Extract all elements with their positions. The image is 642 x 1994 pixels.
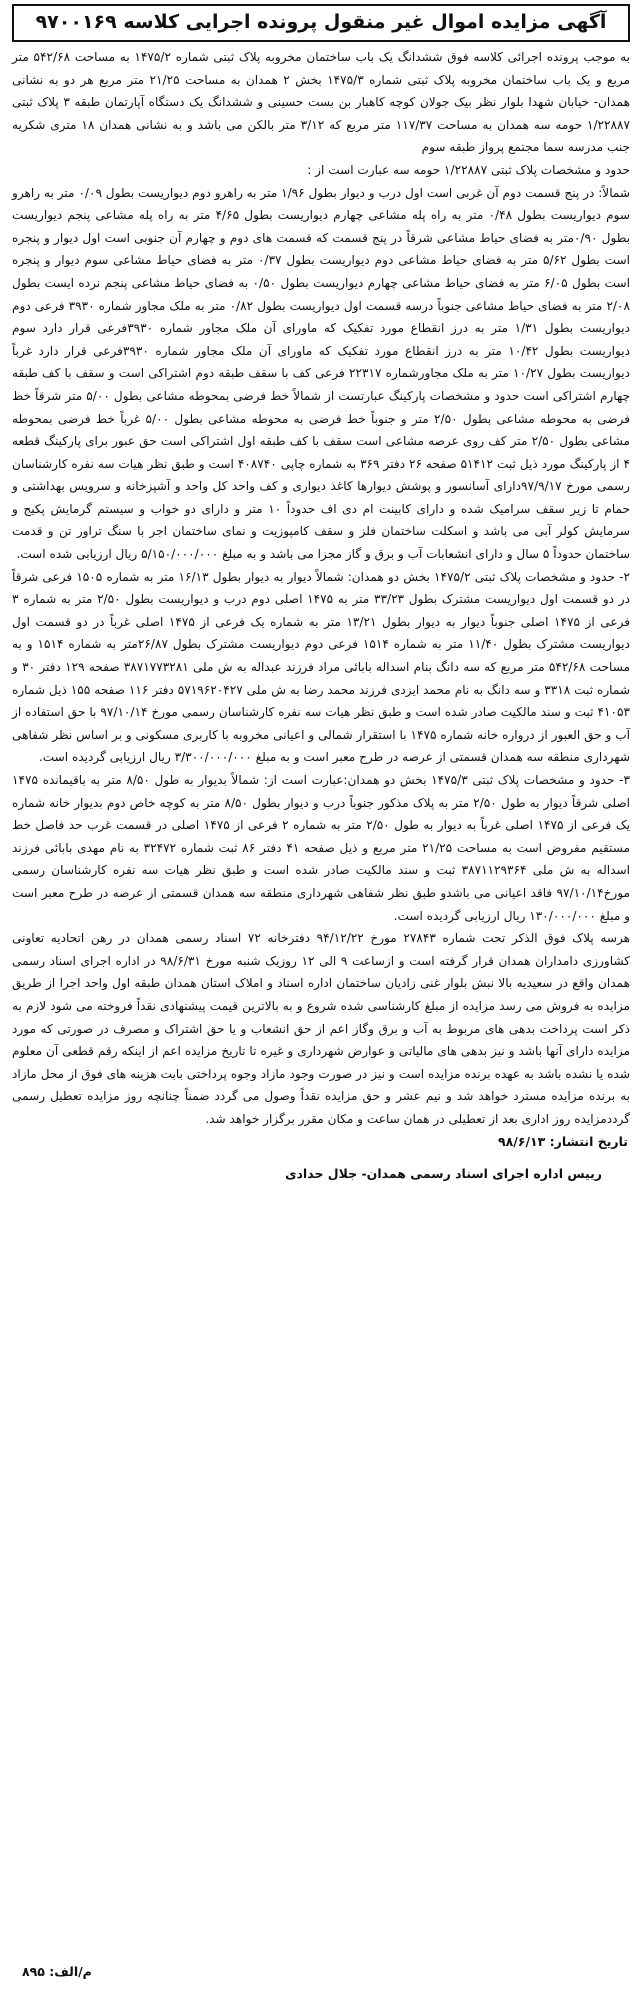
publication-date: تاریخ انتشار: ۹۸/۶/۱۳ [498, 1133, 628, 1149]
notice-paragraph-auction-terms: هرسه پلاک فوق الذکر تحت شماره ۲۷۸۴۳ مورخ ۹۴/۱۲/۲۲ دفترخانه ۷۲ اسناد رسمی همدان در رهن اتحادیه تعاونی کشاورزی دامداران همدان قرار گرفته است و ازساعت ۹ الی ۱۲ روزیک شنبه مورخ ۹۸/۶/۳۱ در اداره اجرای اسناد رسمی همدان واقع در سعیدیه بالا نبش بلوار غنی زادیان ساختمان اداره اسناد و املاک استان همدان طبقه اول واحد اجرا از طریق مزایده به فروش می رسد مزایده از مبلغ کارشناسی شده شروع و به بالاترین قیمت پیشنهادی نقداً فروخته می شود لازم به ذکر است پرداخت بدهی های مربوط به آب و برق وگاز اعم از حق انشعاب و یا حق اشتراک و مصرف در صورتی که مورد مزایده دارای آنها باشد و نیز بدهی های مالیاتی و عوارض شهرداری و غیره تا تاریخ مزایده اعم از اینکه رقم قطعی آن معلوم شده یا نشده باشد به عهده برنده مزایده است و نیز در صورت وجود مازاد وجوه پرداختی بابت هزینه های فوق از محل مازاد به برنده مزایده مسترد خواهد شد و نیم عشر و حق مزایده نقداً وصول می گردد ضمناً چنانچه روز مزایده تعطیل رسمی گرددمزایده روز اداری بعد از تعطیلی در همان ساعت و مکان مقرر برگزار خواهد شد. [12, 931, 631, 1126]
notice-paragraph-plot-3: ۳- حدود و مشخصات پلاک ثبتی ۱۴۷۵/۳ بخش دو همدان:عبارت است از: شمالاً بدیوار به طول ۸/۵۰ متر به باقیمانده ۱۴۷۵ اصلی شرقاً دیوار به طول ۲/۵۰ متر به پلاک مذکور جنوباً درب و دیوار بطول ۸/۵۰ متر به کوچه خاص دوم بدیوار خانه شماره یک فرعی از ۱۴۷۵ اصلی غرباً به دیوار به طول ۲/۵۰ متر به شماره ۲ فرعی از ۱۴۷۵ اصلی در قسمت غرب حد فاصل خط مستقیم مفروض است به مساحت ۲۱/۲۵ متر مربع و ذیل صفحه ۴۱ دفتر ۸۶ ثبت شماره ۳۲۴۷۲ به نام مهدی بابائی فرزند اسداله به ش ملی ۳۸۷۱۱۲۹۳۶۴ ثبت و سند مالکیت صادر شده است و طبق نظر هیات سه نفره کارشناسان رسمی مورخ۹۷/۱۰/۱۴ فاقد اعیانی می باشدو طبق نظر شفاهی شهرداری منطقه سه همدان قسمتی از عرصه در طرح معبر است و مبلغ ۱۳۰/۰۰۰/۰۰۰ ریال ارزیابی گردیده است. [12, 773, 631, 923]
notice-paragraph-apartment-boundaries: شمالاً: در پنج قسمت دوم آن غربی است اول درب و دیوار بطول ۱/۹۶ متر به راهرو دوم دیواریست بطول ۰/۰۹ متر به راهرو سوم دیواریست بطول ۰/۴۸ متر به راه پله مشاعی چهارم دیواریست بطول ۴/۶۵ متر به راه پله مشاعی پنجم دیواریست بطول ۰/۹۰متر به فضای حیاط مشاعی شرقاً در پنج قسمت که قسمت های دوم و چهارم آن جنوبی است اول دیوار و پنجره است بطول ۵/۶۲ متر به فضای حیاط مشاعی دوم دیواریست بطول ۰/۳۷ متر به فضای حیاط مشاعی سوم دیوار و پنجره است بطول ۶/۰۵ متر به فضای حیاط مشاعی چهارم دیواریست بطول ۰/۵۰ به فضای حیاط مشاعی پنجم نرده ایست بطول ۲/۰۸ متر به فضای حیاط مشاعی جنوباً درسه قسمت اول دیواریست بطول ۰/۸۲ متر به ملک مجاور شماره ۳۹۳۰ فرعی دوم دیواریست بطول ۱/۳۱ متر به درز انقطاع مورد تفکیک که ماورای آن ملک مجاور شماره ۳۹۳۰فرعی قرار دارد سوم دیواریست بطول ۱۰/۴۲ متر به درز انقطاع مورد تفکیک که ماورای آن ملک مجاور شماره ۳۹۳۰فرعی قرار دارد غرباً دیواریست بطول ۱۰/۲۷ متر به ملک مجاورشماره ۲۲۳۱۷ فرعی کف با سقف طبقه دوم اشتراکی است و سقف با کف طبقه چهارم اشتراکی است حدود و مشخصات پارکینگ عبارتست از شمالاً خط فرضی بمحوطه مشاعی بطول ۵/۰۰ متر شرقاً خط فرضی به محوطه مشاعی بطول ۲/۵۰ متر و جنوباً خط فرضی به محوطه مشاعی بطول ۵/۰۰ غرباً خط فرضی بمحوطه مشاعی بطول ۲/۵۰ متر کف روی عرصه مشاعی است سقف با کف طبقه اول اشتراکی است حق عبور برای پارکینگ قطعه ۴ از پارکینگ مورد ذیل ثبت ۵۱۴۱۲ صفحه ۲۶ دفتر ۳۶۹ به شماره چاپی ۴۰۸۷۴۰ است و طبق نظر هیات سه نفره کارشناسان رسمی مورخ ۹۷/۹/۱۷دارای آسانسور و پوشش دیوارها کاغذ دیواری و کف واحد کل واحد و آشپزخانه و سرویس بهداشتی و حمام تا زیر سقف سرامیک شده و دارای کابینت ام دی اف حدوداً ۱۰ متر و دارای دو خواب و سیستم گرمایش پکیج و سرمایش کولر آبی می باشد و اسکلت ساختمان فلز و سقف کامپوزیت و نمای ساختمان اجر با سنگ تراور تن و قدمت ساختمان حدوداً ۵ سال و دارای انشعابات آب و برق و گاز مجزا می باشد و به مبلغ ۵/۱۵۰/۰۰۰/۰۰۰ ریال ارزیابی شده است. [12, 185, 631, 562]
notice-paragraph-plot-2: ۲- حدود و مشخصات پلاک ثبتی ۱۴۷۵/۲ بخش دو همدان: شمالاً دیوار به دیوار بطول ۱۶/۱۳ متر به شماره ۱۵۰۵ فرعی شرقاً در دو قسمت اول دیواریست مشترک بطول ۳۳/۲۳ متر به ۱۴۷۵ اصلی دوم درب و دیواریست بطول ۲/۵۰ متر به شماره ۳ فرعی از ۱۴۷۵ اصلی جنوباً دیوار به دیوار بطول ۱۳/۲۱ متر به شماره یک فرعی از ۱۴۷۵ اصلی غرباً در دو قسمت اول دیواریست مشترک بطول ۱۱/۴۰ متر به شماره ۱۵۱۴ فرعی دوم دیواریست مشترک بطول ۲۶/۸۷متر به شماره ۱۵۱۴ و به مساحت ۵۴۲/۶۸ متر مربع که سه دانگ بنام اسداله بابائی مراد فرزند عبداله به ش ملی ۳۸۷۱۷۷۳۲۸۱ صفحه ۱۲۹ دفتر ۳۰ و شماره ثبت ۳۳۱۸ و سه دانگ به نام محمد ایزدی فرزند محمد رضا به ش ملی ۵۷۱۹۶۲۰۴۲۷ دفتر ۱۱۶ صفحه ۱۵۵ ذیل شماره ۴۱۰۵۳ ثبت و سند مالکیت صادر شده است و طبق نظر هیات سه نفره کارشناسان رسمی مورخ ۹۷/۱۰/۱۴ با حق استفاده از آب و حق العبور از درواره خانه شماره ۱۴۷۵ با استقرار شمالی و اعیانی مخروبه با کاربری مسکونی و بر اساس نظر شفاهی شهرداری منطقه سه همدان قسمتی از عرصه در طرح معبر است و به مبلغ ۳/۳۰۰/۰۰۰/۰۰۰ ریال ارزیابی گردیده است. [12, 569, 631, 765]
signature: رییس اداره اجرای اسناد رسمی همدان- جلال حدادی [285, 1165, 602, 1181]
notice-paragraph-boundaries-heading: حدود و مشخصات پلاک ثبتی ۱/۲۲۸۸۷ حومه سه عبارت است از : [307, 162, 630, 177]
notice-title: آگهی مزایده اموال غیر منقول پرونده اجرایی کلاسه ۹۷۰۰۱۶۹ [12, 4, 630, 42]
notice-paragraph-intro: به موجب پرونده اجرائی کلاسه فوق ششدانگ یک باب ساختمان مخروبه پلاک ثبتی شماره ۱۴۷۵/۲ به مساحت ۵۴۲/۶۸ متر مربع و یک باب ساختمان مخروبه پلاک ثبتی شماره ۱۴۷۵/۳ بخش ۲ همدان به مساحت ۲۱/۲۵ متر مربع هر دو به نشانی همدان- خیابان شهدا بلوار نظر بیک جولان کوچه کاهبار بن بست حسینی و ششدانگ یک دستگاه آپارتمان طبقه ۳ پلاک ثبتی ۱/۲۲۸۸۷ حومه سه همدان به مساحت ۱۱۷/۳۷ متر مربع که ۳/۱۲ متر بالکن می باشد و به نشانی همدان ۱۸ متری شکریه جنب مدرسه سما مجتمع پرواز طبقه سوم [12, 50, 631, 155]
reference-code: م/الف: ۸۹۵ [22, 1964, 92, 1979]
